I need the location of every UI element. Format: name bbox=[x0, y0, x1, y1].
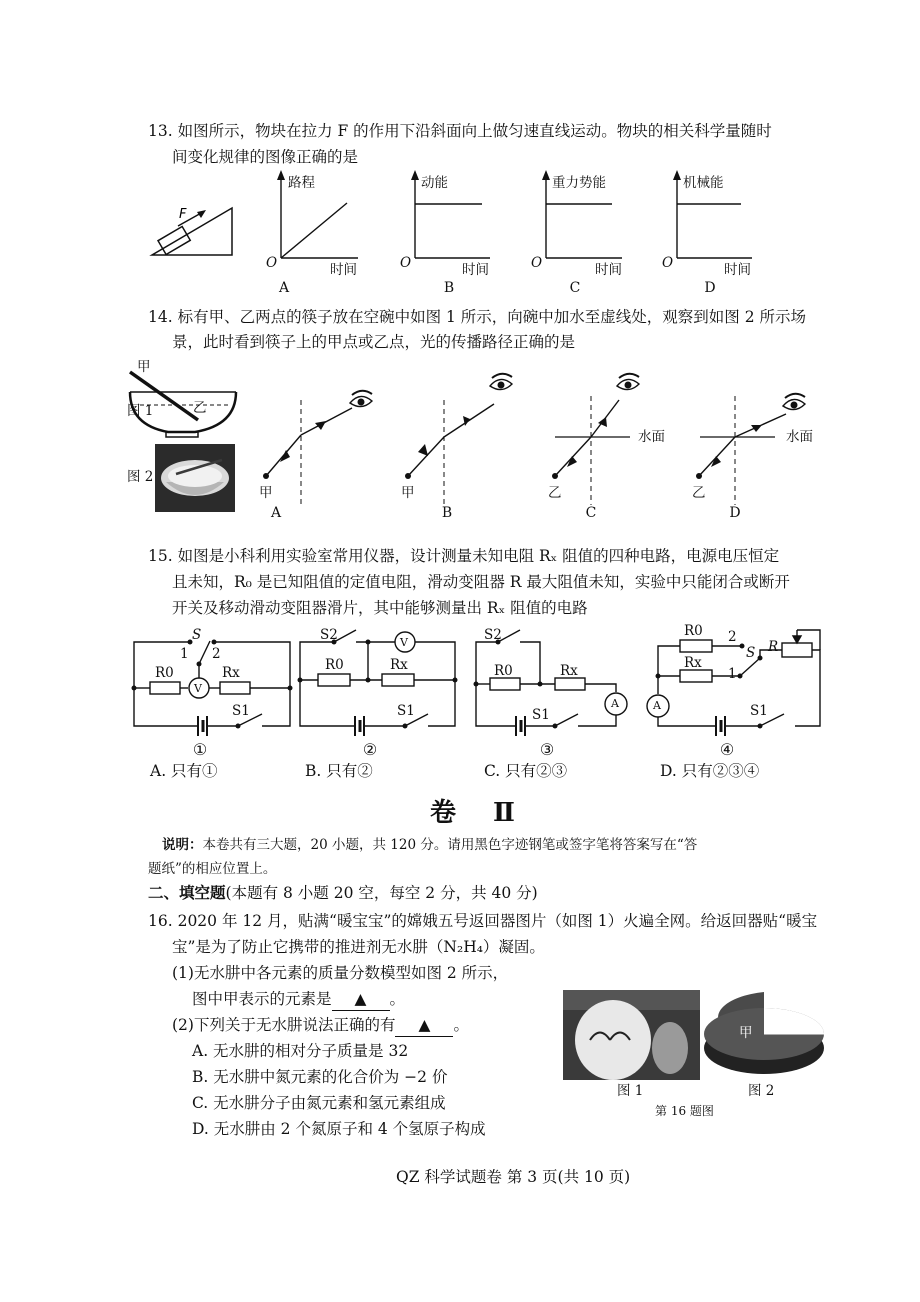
fig2-label: 图 2 bbox=[127, 469, 154, 485]
q14-line1: 14. 标有甲、乙两点的筷子放在空碗中如图 1 所示，向碗中加水至虚线处，观察到如图 2 所示场 bbox=[148, 308, 807, 326]
q16-option-b: B. 无水肼中氮元素的化合价为 −2 价 bbox=[192, 1068, 448, 1086]
c4-rx: Rx bbox=[684, 655, 702, 671]
c1-s1: S1 bbox=[232, 703, 250, 719]
light-path-c bbox=[552, 396, 630, 505]
q14-option-a: A bbox=[270, 505, 282, 521]
part-heading-title: 二、填空题 bbox=[148, 883, 226, 902]
c2-s2: S2 bbox=[320, 627, 338, 643]
incline-diagram bbox=[152, 207, 232, 255]
option-d-point: 乙 bbox=[692, 485, 706, 501]
c3-s1: S1 bbox=[532, 707, 550, 723]
q14-option-d: D bbox=[729, 505, 741, 521]
graph-d-ylabel: 机械能 bbox=[683, 175, 724, 191]
c1-voltmeter: V bbox=[194, 682, 202, 695]
option-label-a: A bbox=[278, 280, 290, 296]
c3-s2: S2 bbox=[484, 627, 502, 643]
graph-d-xlabel: 时间 bbox=[724, 262, 751, 278]
graph-b-origin: O bbox=[400, 255, 412, 271]
light-path-b bbox=[405, 400, 494, 505]
c1-rx: Rx bbox=[222, 665, 240, 681]
c2-s1: S1 bbox=[397, 703, 415, 719]
c4-two: 2 bbox=[728, 629, 737, 645]
c4-one: 1 bbox=[728, 666, 737, 682]
part-heading bbox=[148, 882, 538, 904]
q16-option-d: D. 无水肼由 2 个氮原子和 4 个氢原子构成 bbox=[192, 1120, 486, 1138]
section-title: 卷 Ⅱ bbox=[430, 798, 529, 828]
q15-line3: 开关及移动滑动变阻器滑片，其中能够测量出 Rₓ 阻值的电路 bbox=[172, 599, 588, 617]
option-label-d: D bbox=[704, 280, 716, 296]
c4-ammeter: A bbox=[653, 699, 661, 712]
q15-choice-d: D. 只有②③④ bbox=[660, 762, 760, 780]
q15-choice-b: B. 只有② bbox=[305, 762, 373, 780]
q16-option-a: A. 无水肼的相对分子质量是 32 bbox=[192, 1042, 409, 1060]
graph-b-ylabel: 动能 bbox=[421, 175, 448, 191]
q15-line2: 且未知，R₀ 是已知阻值的定值电阻，滑动变阻器 R 最大阻值未知，实验中只能闭合或断开 bbox=[172, 573, 790, 591]
note-label: 说明： bbox=[162, 837, 203, 853]
q16-line1: 16. 2020 年 12 月，贴满“暖宝宝”的嫦娥五号返回器图片（如图 1）火遍全网。给返回器贴“暖宝 bbox=[148, 912, 818, 930]
q13-line2: 间变化规律的图像正确的是 bbox=[172, 148, 359, 166]
c2-voltmeter: V bbox=[400, 636, 408, 649]
c1-one: 1 bbox=[180, 646, 189, 662]
c1-two: 2 bbox=[212, 646, 221, 662]
eye-icon bbox=[350, 391, 372, 407]
returner-photo-figure-1 bbox=[563, 990, 700, 1080]
q16-sub1-text: 图中甲表示的元素是 bbox=[192, 990, 332, 1008]
q16-sub1-b bbox=[192, 988, 405, 1011]
c1-s: S bbox=[192, 627, 202, 643]
note-text: 本卷共有三大题，20 小题，共 120 分。请用黑色字迹钢笔或签字笔将答案写在“答 bbox=[202, 837, 698, 853]
eye-icon bbox=[617, 374, 639, 390]
c4-s1: S1 bbox=[750, 703, 768, 719]
q14-option-c: C bbox=[585, 505, 597, 521]
q16-line2: 宝”是为了防止它携带的推进剂无水肼（N₂H₄）凝固。 bbox=[172, 938, 545, 956]
circuit-number-3: ③ bbox=[539, 740, 555, 759]
c1-r0: R0 bbox=[155, 665, 174, 681]
q13-line1: 13. 如图所示，物块在拉力 F 的作用下沿斜面向上做匀速直线运动。物块的相关科学量随时 bbox=[148, 122, 772, 140]
option-b-point: 甲 bbox=[401, 485, 415, 501]
c4-r0: R0 bbox=[684, 623, 703, 639]
circuit-number-4: ④ bbox=[719, 740, 735, 759]
eye-icon bbox=[783, 394, 805, 410]
eye-icon bbox=[490, 374, 512, 390]
section-note-line1 bbox=[162, 834, 697, 856]
graph-c-origin: O bbox=[531, 255, 543, 271]
bowl-photo-figure-2 bbox=[155, 444, 235, 512]
option-label-b: B bbox=[443, 280, 455, 296]
answer-blank-2[interactable]: ▲ bbox=[395, 1014, 453, 1037]
graph-b-xlabel: 时间 bbox=[462, 262, 489, 278]
q16-sub1-a: (1)无水肼中各元素的质量分数模型如图 2 所示， bbox=[172, 964, 509, 982]
c3-r0: R0 bbox=[494, 663, 513, 679]
option-d-water-label: 水面 bbox=[786, 429, 813, 445]
c2-rx: Rx bbox=[390, 657, 408, 673]
q16-sub2 bbox=[172, 1014, 469, 1037]
c2-r0: R0 bbox=[325, 657, 344, 673]
page-footer: QZ 科学试题卷 第 3 页(共 10 页) bbox=[396, 1168, 631, 1186]
light-path-a bbox=[263, 400, 352, 505]
option-c-point: 乙 bbox=[548, 485, 562, 501]
q15-choice-c: C. 只有②③ bbox=[484, 762, 568, 780]
graph-c-ylabel: 重力势能 bbox=[552, 175, 606, 191]
graph-a-ylabel: 路程 bbox=[288, 175, 315, 191]
q15-line1: 15. 如图是小科利用实验室常用仪器，设计测量未知电阻 Rₓ 阻值的四种电路，电源电压恒定 bbox=[148, 547, 780, 565]
force-label: F bbox=[179, 207, 187, 222]
option-a-point: 甲 bbox=[259, 485, 273, 501]
q16-option-c: C. 无水肼分子由氮元素和氢元素组成 bbox=[192, 1094, 446, 1112]
circuit-number-2: ② bbox=[362, 740, 378, 759]
q16-fig1-label: 图 1 bbox=[617, 1083, 644, 1099]
light-path-d bbox=[696, 396, 786, 505]
c3-rx: Rx bbox=[560, 663, 578, 679]
q14-option-b: B bbox=[441, 505, 453, 521]
q16-fig2-label: 图 2 bbox=[748, 1083, 775, 1099]
option-label-c: C bbox=[569, 280, 581, 296]
graph-a-xlabel: 时间 bbox=[330, 262, 357, 278]
q16-sub2-text: (2)下列关于无水肼说法正确的有 bbox=[172, 1016, 396, 1034]
q16-sub2-end: 。 bbox=[453, 1016, 469, 1034]
c4-r: R bbox=[768, 639, 779, 655]
q15-choice-a: A. 只有① bbox=[150, 762, 218, 780]
circuit-number-1: ① bbox=[192, 740, 208, 759]
q14-line2: 景，此时看到筷子上的甲点或乙点，光的传播路径正确的是 bbox=[172, 333, 576, 351]
option-c-water-label: 水面 bbox=[638, 429, 665, 445]
c4-s: S bbox=[746, 645, 756, 661]
fig1-point-yi: 乙 bbox=[193, 400, 207, 416]
answer-blank-1[interactable]: ▲ bbox=[332, 988, 390, 1011]
graph-d-origin: O bbox=[662, 255, 674, 271]
part-heading-detail: (本题有 8 小题 20 空，每空 2 分，共 40 分) bbox=[225, 884, 538, 902]
q16-sub1-end: 。 bbox=[389, 990, 406, 1008]
pie-label-jia: 甲 bbox=[739, 1025, 753, 1041]
section-note-line2: 题纸”的相应位置上。 bbox=[148, 861, 277, 877]
fig1-point-jia: 甲 bbox=[137, 359, 151, 375]
pie-label-yi: 乙 bbox=[794, 999, 808, 1015]
c3-ammeter: A bbox=[611, 697, 619, 710]
graph-a-origin: O bbox=[266, 255, 278, 271]
q16-fig-caption: 第 16 题图 bbox=[655, 1104, 714, 1118]
fig1-label: 图 1 bbox=[127, 403, 154, 419]
graph-c-xlabel: 时间 bbox=[595, 262, 622, 278]
